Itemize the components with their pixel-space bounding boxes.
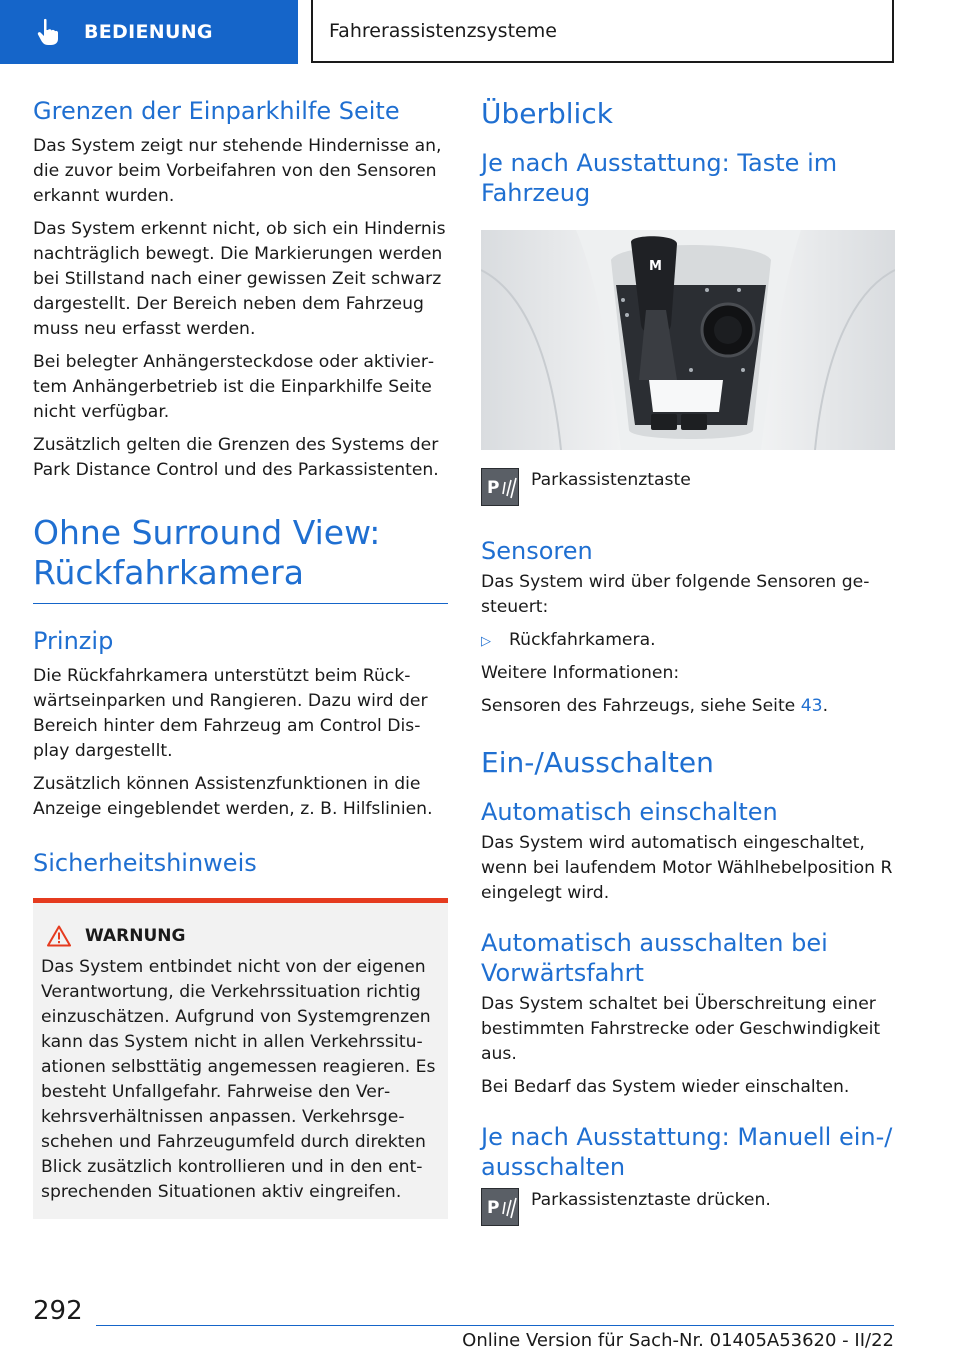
- right-column: [481, 96, 895, 1238]
- warning-triangle-icon: [47, 925, 71, 947]
- pointing-hand-icon: [36, 18, 62, 46]
- paragraph: Das System schaltet bei Überschreitung einer bestimmten Fahrstrecke oder Geschwindigkeit aus.: [481, 994, 881, 1064]
- warning-title: WARNUNG: [85, 926, 186, 946]
- page-number: 292: [33, 1296, 83, 1326]
- paragraph: Das System wird automatisch eingeschaltet, wenn bei laufendem Motor Wählhebelposition R eingelegt wird.: [481, 833, 893, 903]
- paragraph: Zusätzlich können Assistenzfunktionen in die Anzeige eingeblendet werden, z. B. Hilfslinien.: [33, 774, 433, 819]
- paragraph-sensor-reference: [481, 694, 895, 719]
- footer-rule: [96, 1325, 894, 1326]
- paragraph: Bei belegter Anhängersteckdose oder aktiviertem Anhängerbetrieb ist die Einparkhilfe Seite nicht verfügbar.: [33, 352, 435, 422]
- svg-text:P: P: [487, 1198, 500, 1218]
- chapter-heading-ein-ausschalten: Ein-/Ausschalten: [481, 746, 714, 779]
- warning-text: Das System entbindet nicht von der eigenen Verantwortung, die Verkehrssituation richtig einzuschätzen. Aufgrund von Systemgrenzen kann das System nicht in allen Verkehrssituationen selbsttätig angemessen reagieren. Es besteht Unfallgefahr. Fahrweise den Verkehrsverhältnissen anpassen. Verkehrsgeschehen und Fahrzeugumfeld durch direkten Blick zusätzlich kontrollieren und in den entsprechenden Situationen aktiv eingreifen.: [41, 957, 436, 1202]
- warning-header: [41, 925, 440, 947]
- paragraph: Das System erkennt nicht, ob sich ein Hindernis nachträglich bewegt. Die Markierungen werden bei Stillstand nach einer gewissen Zeit schwarz dargestellt. Der Bereich neben dem Fahrzeug muss neu erfasst werden.: [33, 219, 446, 339]
- center-console-photo: [481, 230, 895, 450]
- paragraph: Das System wird über folgende Sensoren gesteuert:: [481, 572, 870, 617]
- reference-end: .: [822, 696, 829, 716]
- gear-selector-m-badge: M: [649, 259, 662, 274]
- chapter-title-text: Fahrerassistenzsysteme: [329, 19, 557, 42]
- park-assist-button-row: [481, 468, 895, 506]
- paragraph: Das System zeigt nur stehende Hindernisse an, die zuvor beim Vorbeifahren von den Sensoren erkannt wurden.: [33, 136, 442, 206]
- section-heading-taste-im-fahrzeug: Je nach Ausstattung: Taste im Fahrzeug: [481, 149, 838, 207]
- paragraph: Weitere Informationen:: [481, 663, 680, 683]
- heading-rule: [33, 603, 448, 604]
- paragraph: Bei Bedarf das System wieder einschalten.: [481, 1077, 850, 1097]
- svg-text:P: P: [487, 478, 500, 498]
- section-heading-automatisch-einschalten: Automatisch einschalten: [481, 798, 778, 826]
- park-assist-button-caption: Parkassistenztaste: [531, 470, 691, 490]
- park-assist-button-icon: [481, 1188, 519, 1226]
- warning-box: [33, 898, 448, 1219]
- bullet-triangle-icon: ▷: [481, 634, 491, 649]
- paragraph: Zusätzlich gelten die Grenzen des Systems der Park Distance Control und des Parkassistenten.: [33, 435, 439, 480]
- footer-online-version: Online Version für Sach-Nr. 01405A53620 - II/22: [462, 1330, 894, 1351]
- page-link[interactable]: 43: [800, 696, 823, 716]
- section-heading-manuell: Je nach Ausstattung: Manuell ein-/ ausschalten: [481, 1123, 893, 1181]
- list-item: [481, 628, 895, 653]
- chapter-tab-label: BEDIENUNG: [84, 21, 213, 43]
- section-heading-sicherheitshinweis: Sicherheitshinweis: [33, 849, 257, 877]
- chapter-tab: [0, 0, 298, 64]
- park-assist-manual-caption: Parkassistenztaste drücken.: [531, 1190, 771, 1210]
- paragraph: Die Rückfahrkamera unterstützt beim Rückwärtseinparken und Rangieren. Dazu wird der Bereich hinter dem Fahrzeug am Control Display dargestellt.: [33, 666, 428, 761]
- section-heading-sensoren: Sensoren: [481, 537, 593, 565]
- chapter-title: [311, 0, 894, 63]
- reference-text: Sensoren des Fahrzeugs, siehe Seite: [481, 696, 801, 716]
- park-assist-button-icon: [481, 468, 519, 506]
- park-assist-button-row-manual: [481, 1188, 895, 1226]
- section-heading-prinzip: Prinzip: [33, 627, 114, 655]
- chapter-heading-rueckfahrkamera: Ohne Surround View: Rückfahrkamera: [33, 513, 381, 592]
- chapter-heading-ueberblick: Überblick: [481, 97, 613, 130]
- section-heading-grenzen: Grenzen der Einparkhilfe Seite: [33, 97, 400, 125]
- left-column: [33, 96, 448, 1219]
- list-item-text: Rückfahrkamera.: [509, 630, 656, 650]
- section-heading-automatisch-ausschalten: Automatisch ausschalten bei Vorwärtsfahrt: [481, 929, 828, 987]
